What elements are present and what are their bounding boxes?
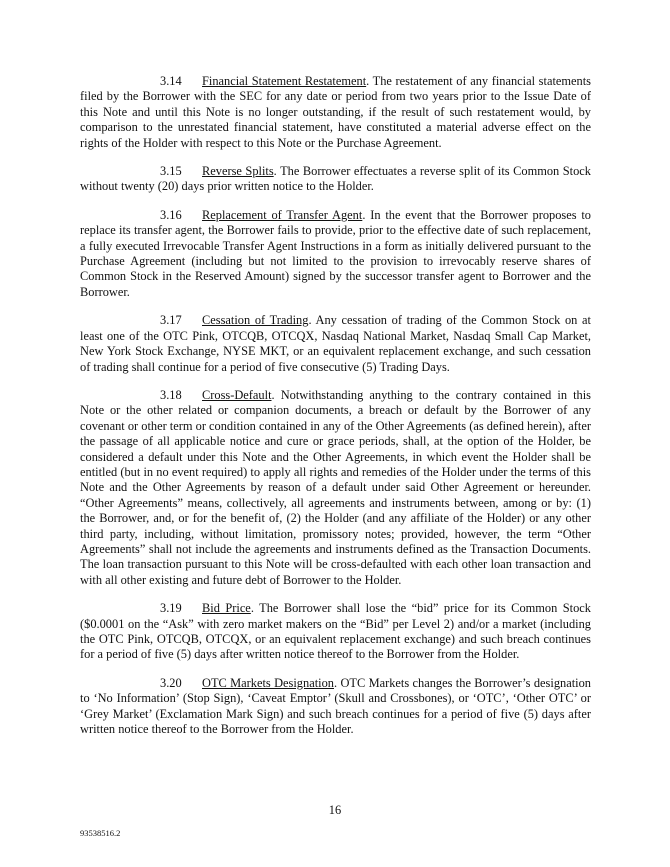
clause-3-14 [80, 74, 591, 151]
clause-body: . Notwithstanding anything to the contrary contained in this Note or the other related or companion documents, a breach or default by the Borrower of any covenant or other term or condition contained in any of the Other Agreements (as defined herein), after the passage of all applicable notice and cure or grace periods, shall, at the option of the Holder, be considered a default under this Note and the Other Agreements, in which event the Holder shall be entitled (but in no event required) to apply all rights and remedies of the Holder under the terms of this Note and the Other Agreements by reason of a default under said Other Agreement or hereunder. “Other Agreements” means, collectively, all agreements and instruments between, among or by: (1) the Borrower, and, or for the benefit of, (2) the Holder (and any affiliate of the Holder) or any other third party, including, without limitation, promissory notes; provided, however, the term “Other Agreements” shall not include the agreements and instruments defined as the Transaction Documents. The loan transaction pursuant to this Note will be cross-defaulted with each other loan transaction and with all other existing and future debt of Borrower to the Holder. [80, 387, 591, 587]
clause-number: 3.15 [160, 164, 182, 179]
clause-3-20 [80, 676, 591, 738]
clause-body: . The Borrower effectuates a reverse split of its Common Stock without twenty (20) days prior written notice to the Holder. [80, 164, 591, 194]
clause-body: . Any cessation of trading of the Common Stock on at least one of the OTC Pink, OTCQB, OTCQX, Nasdaq National Market, Nasdaq Small Cap Market, New York Stock Exchange, NYSE MKT, or an equivalent replacement exchange, and such cessation of trading shall continue for a period of five consecutive (5) Trading Days. [80, 313, 591, 374]
clause-heading: Bid Price [202, 601, 251, 616]
clause-3-18 [80, 388, 591, 588]
clause-heading: Financial Statement Restatement [202, 74, 367, 88]
clause-body: . In the event that the Borrower proposes to replace its transfer agent, the Borrower fails to provide, prior to the effective date of such replacement, a fully executed Irrevocable Transfer Agent Instructions in a form as initially delivered pursuant to the Purchase Agreement (including but not limited to the provision to irrevocably reserve shares of Common Stock in the Reserved Amount) signed by the successor transfer agent to Borrower and the Borrower. [80, 207, 591, 299]
clause-3-17 [80, 313, 591, 375]
document-id: 93538516.2 [80, 828, 121, 838]
clause-number: 3.19 [160, 601, 182, 616]
clause-heading: Cross-Default [202, 387, 272, 402]
clause-heading: Replacement of Transfer Agent [202, 207, 363, 222]
clause-body: . The restatement of any financial statements filed by the Borrower with the SEC for any date or period from two years prior to the Issue Date of this Note and until this Note is no longer outstanding, if the result of such restatement would, by comparison to the unrestated financial statement, have constituted a material adverse effect on the rights of the Holder with respect to this Note or the Purchase Agreement. [80, 74, 591, 150]
clause-heading: OTC Markets Designation [202, 675, 334, 690]
clause-heading: Reverse Splits [202, 164, 274, 179]
clause-body: . The Borrower shall lose the “bid” price for its Common Stock ($0.0001 on the “Ask” with zero market makers on the “Bid” per Level 2) and/or a market (including the OTC Pink, OTCQB, OTCQX, or an equivalent replacement exchange) and such breach continues for a period of five (5) days after written notice thereof to the Borrower from the Holder. [80, 601, 591, 662]
clause-body: . OTC Markets changes the Borrower’s designation to ‘No Information’ (Stop Sign), ‘Caveat Emptor’ (Skull and Crossbones), or ‘OTC’, ‘Other OTC’ or ‘Grey Market’ (Exclamation Mark Sign) and such breach continues for a period of five (5) days after written notice thereof to the Borrower from the Holder. [80, 675, 591, 737]
clause-heading: Cessation of Trading [202, 313, 309, 328]
clause-3-15 [80, 164, 591, 195]
clause-number: 3.16 [160, 207, 182, 222]
clause-3-16 [80, 208, 591, 300]
clause-3-19 [80, 601, 591, 663]
document-body [80, 74, 591, 750]
clause-number: 3.20 [160, 675, 182, 690]
clause-number: 3.14 [160, 74, 182, 88]
clause-number: 3.18 [160, 387, 182, 402]
clause-number: 3.17 [160, 313, 182, 328]
page-number: 16 [328, 803, 342, 817]
